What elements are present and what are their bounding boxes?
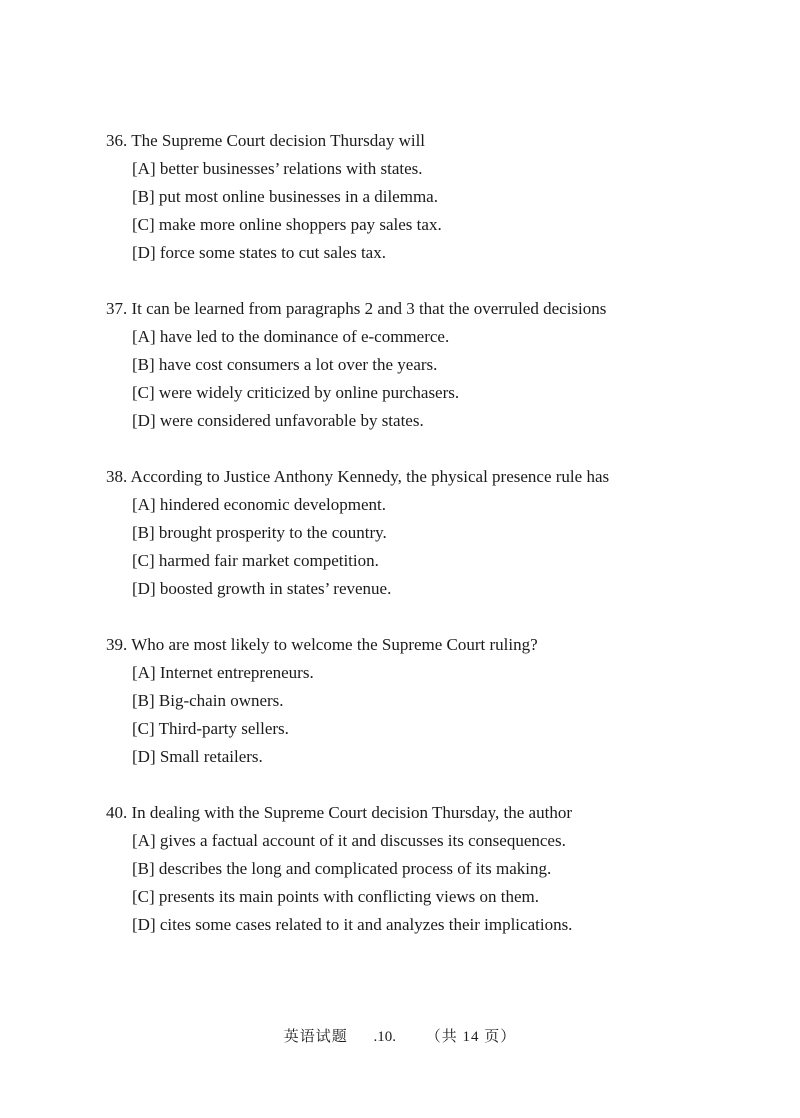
option-b: [B] describes the long and complicated process of its making. xyxy=(132,859,552,878)
footer-subject: 英语试题 xyxy=(283,1029,348,1045)
option-a: [A] gives a factual account of it and discusses its consequences. xyxy=(132,831,566,850)
option-b: [B] have cost consumers a lot over the years. xyxy=(132,355,438,374)
question-stem: 36. The Supreme Court decision Thursday will xyxy=(106,131,426,150)
question-stem: 38. According to Justice Anthony Kennedy, the physical presence rule has xyxy=(106,467,610,486)
option-b: [B] brought prosperity to the country. xyxy=(132,523,387,542)
option-list xyxy=(106,323,766,435)
option-list xyxy=(106,659,766,771)
footer-total-pages: （共 14 页） xyxy=(425,1029,517,1045)
question-40 xyxy=(106,799,766,939)
option-c: [C] presents its main points with conflicting views on them. xyxy=(132,887,540,906)
option-d: [D] were considered unfavorable by states. xyxy=(132,411,424,430)
page-footer xyxy=(0,1025,800,1049)
option-b: [B] put most online businesses in a dilemma. xyxy=(132,187,438,206)
option-c: [C] were widely criticized by online purchasers. xyxy=(132,383,460,402)
option-d: [D] boosted growth in states’ revenue. xyxy=(132,579,392,598)
question-39 xyxy=(106,631,766,771)
option-c: [C] make more online shoppers pay sales tax. xyxy=(132,215,442,234)
question-stem: 39. Who are most likely to welcome the Supreme Court ruling? xyxy=(106,635,538,654)
question-stem: 40. In dealing with the Supreme Court decision Thursday, the author xyxy=(106,803,572,822)
option-a: [A] have led to the dominance of e-commerce. xyxy=(132,327,450,346)
option-list xyxy=(106,155,766,267)
question-38 xyxy=(106,463,766,603)
option-b: [B] Big-chain owners. xyxy=(132,691,284,710)
option-a: [A] Internet entrepreneurs. xyxy=(132,663,314,682)
question-stem: 37. It can be learned from paragraphs 2 and 3 that the overruled decisions xyxy=(106,299,607,318)
option-d: [D] Small retailers. xyxy=(132,747,263,766)
option-a: [A] better businesses’ relations with states. xyxy=(132,159,423,178)
option-d: [D] cites some cases related to it and analyzes their implications. xyxy=(132,915,573,934)
option-a: [A] hindered economic development. xyxy=(132,495,386,514)
option-d: [D] force some states to cut sales tax. xyxy=(132,243,386,262)
option-list xyxy=(106,827,766,939)
question-37 xyxy=(106,295,766,435)
question-36 xyxy=(106,127,766,267)
option-c: [C] harmed fair market competition. xyxy=(132,551,379,570)
option-c: [C] Third-party sellers. xyxy=(132,719,289,738)
footer-page-number: .10. xyxy=(373,1029,396,1045)
option-list xyxy=(106,491,766,603)
